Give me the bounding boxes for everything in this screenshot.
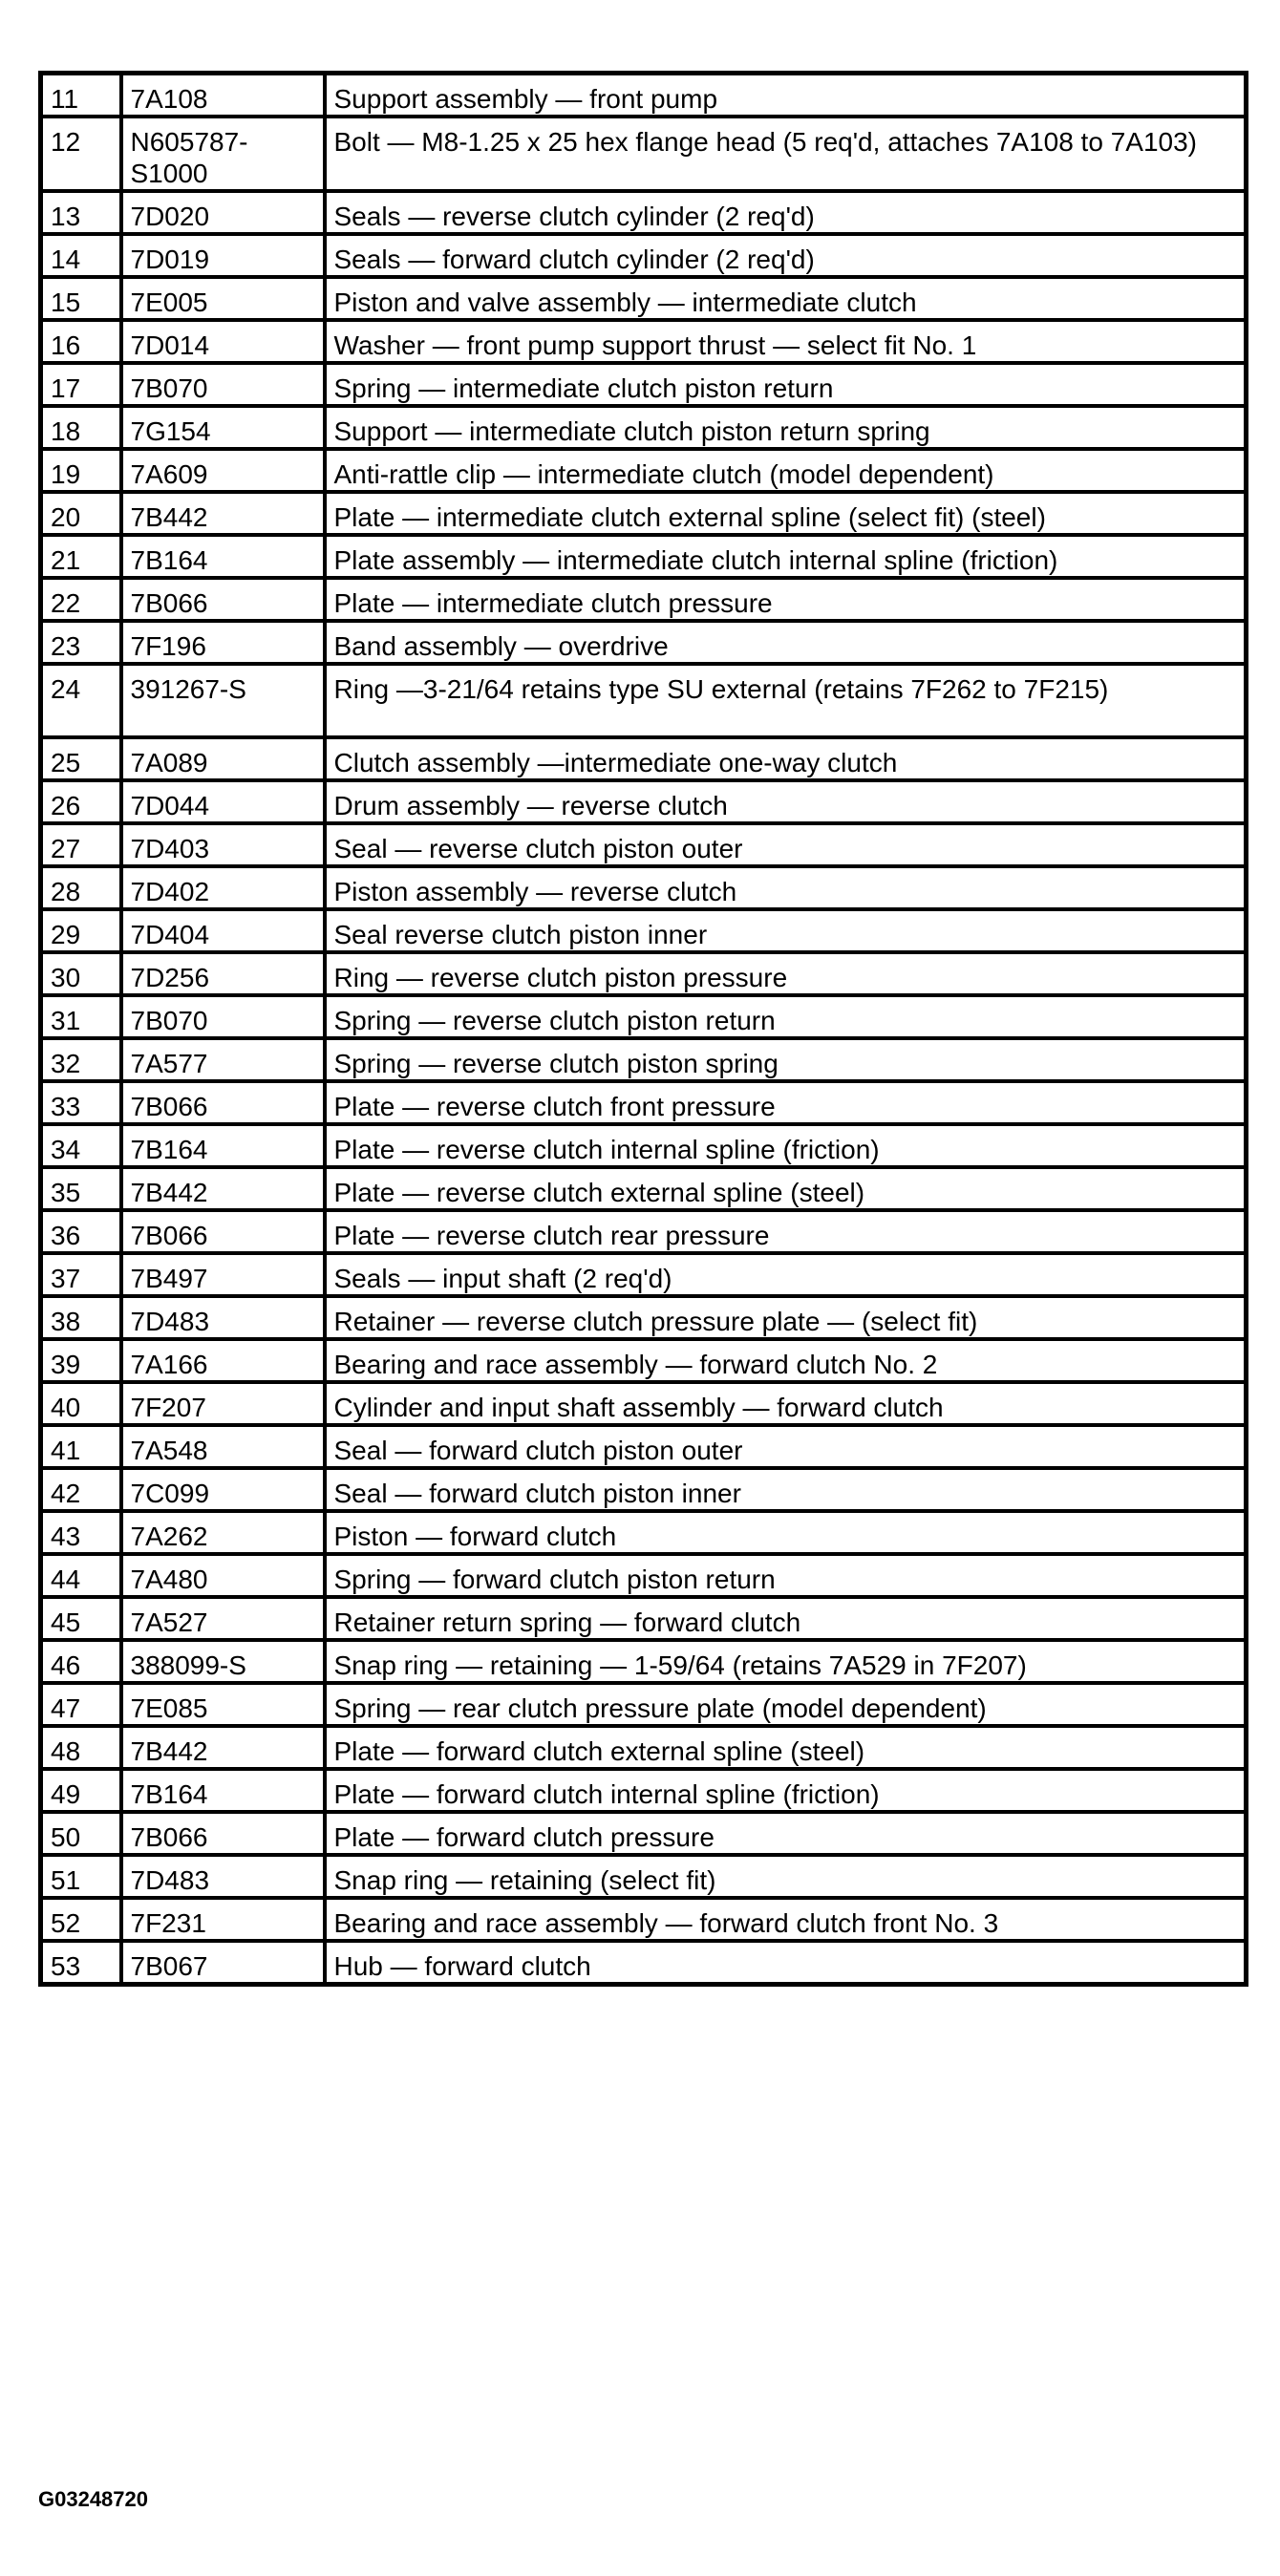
- table-row: [41, 535, 1247, 578]
- parts-table: [38, 71, 1248, 1987]
- item-number: 37: [41, 1253, 121, 1296]
- part-description: Seal reverse clutch piston inner: [325, 909, 1247, 952]
- part-description: Retainer return spring — forward clutch: [325, 1597, 1247, 1640]
- part-number: 7D404: [121, 909, 325, 952]
- part-number: 7B066: [121, 1081, 325, 1124]
- part-description: Piston and valve assembly — intermediate clutch: [325, 277, 1247, 320]
- table-row: [41, 1726, 1247, 1769]
- table-row: [41, 1898, 1247, 1941]
- part-number: 7B066: [121, 578, 325, 621]
- table-row: [41, 1081, 1247, 1124]
- item-number: 40: [41, 1382, 121, 1425]
- item-number: 28: [41, 866, 121, 909]
- item-number: 27: [41, 823, 121, 866]
- part-number: 7D483: [121, 1855, 325, 1898]
- part-description: Snap ring — retaining — 1-59/64 (retains 7A529 in 7F207): [325, 1640, 1247, 1683]
- part-description: Spring — reverse clutch piston spring: [325, 1038, 1247, 1081]
- part-number: 7D019: [121, 234, 325, 277]
- table-row: [41, 1038, 1247, 1081]
- part-number: 7B067: [121, 1941, 325, 1985]
- table-row: [41, 1812, 1247, 1855]
- table-row: [41, 578, 1247, 621]
- table-row: [41, 1468, 1247, 1511]
- item-number: 44: [41, 1554, 121, 1597]
- part-description: Plate — forward clutch pressure: [325, 1812, 1247, 1855]
- table-row: [41, 1941, 1247, 1985]
- figure-id: G03248720: [38, 2487, 148, 2511]
- part-number: 7A548: [121, 1425, 325, 1468]
- item-number: 48: [41, 1726, 121, 1769]
- table-row: [41, 492, 1247, 535]
- item-number: 45: [41, 1597, 121, 1640]
- part-number: 7G154: [121, 406, 325, 449]
- item-number: 17: [41, 363, 121, 406]
- item-number: 35: [41, 1167, 121, 1210]
- item-number: 39: [41, 1339, 121, 1382]
- part-number: 7A480: [121, 1554, 325, 1597]
- item-number: 13: [41, 191, 121, 234]
- part-description: Bearing and race assembly — forward clutch front No. 3: [325, 1898, 1247, 1941]
- part-description: Plate — reverse clutch rear pressure: [325, 1210, 1247, 1253]
- item-number: 49: [41, 1769, 121, 1812]
- part-description: Plate assembly — intermediate clutch internal spline (friction): [325, 535, 1247, 578]
- part-number: 7E005: [121, 277, 325, 320]
- item-number: 21: [41, 535, 121, 578]
- part-description: Support assembly — front pump: [325, 74, 1247, 117]
- part-description: Seal — forward clutch piston inner: [325, 1468, 1247, 1511]
- table-row: [41, 780, 1247, 823]
- part-number: 7D014: [121, 320, 325, 363]
- item-number: 31: [41, 995, 121, 1038]
- part-number: 7A262: [121, 1511, 325, 1554]
- table-row: [41, 909, 1247, 952]
- part-description: Clutch assembly —intermediate one-way clutch: [325, 737, 1247, 780]
- part-description: Spring — forward clutch piston return: [325, 1554, 1247, 1597]
- item-number: 11: [41, 74, 121, 117]
- table-row: [41, 1855, 1247, 1898]
- table-row: [41, 952, 1247, 995]
- table-row: [41, 191, 1247, 234]
- part-number: 7B164: [121, 1124, 325, 1167]
- item-number: 38: [41, 1296, 121, 1339]
- part-description: Piston — forward clutch: [325, 1511, 1247, 1554]
- part-number: 7A577: [121, 1038, 325, 1081]
- part-description: Drum assembly — reverse clutch: [325, 780, 1247, 823]
- part-description: Spring — intermediate clutch piston return: [325, 363, 1247, 406]
- part-number: 7C099: [121, 1468, 325, 1511]
- part-description: Bolt — M8-1.25 x 25 hex flange head (5 req'd, attaches 7A108 to 7A103): [325, 117, 1247, 191]
- part-number: 7D483: [121, 1296, 325, 1339]
- part-description: Snap ring — retaining (select fit): [325, 1855, 1247, 1898]
- part-number: 7F231: [121, 1898, 325, 1941]
- part-description: Plate — reverse clutch external spline (steel): [325, 1167, 1247, 1210]
- part-description: Plate — reverse clutch internal spline (friction): [325, 1124, 1247, 1167]
- item-number: 19: [41, 449, 121, 492]
- part-description: Plate — forward clutch external spline (steel): [325, 1726, 1247, 1769]
- part-number: 7B164: [121, 1769, 325, 1812]
- item-number: 22: [41, 578, 121, 621]
- part-number: 7A166: [121, 1339, 325, 1382]
- table-row: [41, 406, 1247, 449]
- item-number: 34: [41, 1124, 121, 1167]
- item-number: 20: [41, 492, 121, 535]
- part-number: 7D402: [121, 866, 325, 909]
- part-description: Plate — intermediate clutch external spline (select fit) (steel): [325, 492, 1247, 535]
- table-row: [41, 995, 1247, 1038]
- table-row: [41, 1296, 1247, 1339]
- item-number: 23: [41, 621, 121, 664]
- part-number: 7B070: [121, 363, 325, 406]
- part-number: 7B497: [121, 1253, 325, 1296]
- item-number: 47: [41, 1683, 121, 1726]
- part-number: 7A108: [121, 74, 325, 117]
- part-number: 7B066: [121, 1812, 325, 1855]
- table-row: [41, 363, 1247, 406]
- part-description: Seals — forward clutch cylinder (2 req'd): [325, 234, 1247, 277]
- part-description: Cylinder and input shaft assembly — forward clutch: [325, 1382, 1247, 1425]
- table-row: [41, 621, 1247, 664]
- table-row: [41, 234, 1247, 277]
- table-row: [41, 737, 1247, 780]
- part-number: 7A089: [121, 737, 325, 780]
- part-description: Plate — reverse clutch front pressure: [325, 1081, 1247, 1124]
- part-number: 391267-S: [121, 664, 325, 737]
- part-number: 7E085: [121, 1683, 325, 1726]
- part-description: Seal — forward clutch piston outer: [325, 1425, 1247, 1468]
- part-description: Piston assembly — reverse clutch: [325, 866, 1247, 909]
- table-row: [41, 1511, 1247, 1554]
- part-description: Seals — reverse clutch cylinder (2 req'd): [325, 191, 1247, 234]
- part-description: Anti-rattle clip — intermediate clutch (model dependent): [325, 449, 1247, 492]
- item-number: 16: [41, 320, 121, 363]
- table-row: [41, 1210, 1247, 1253]
- item-number: 50: [41, 1812, 121, 1855]
- part-number: 7D256: [121, 952, 325, 995]
- part-number: 7B066: [121, 1210, 325, 1253]
- item-number: 12: [41, 117, 121, 191]
- part-number: 7D403: [121, 823, 325, 866]
- item-number: 42: [41, 1468, 121, 1511]
- table-row: [41, 277, 1247, 320]
- part-description: Spring — rear clutch pressure plate (model dependent): [325, 1683, 1247, 1726]
- parts-list-page: [38, 71, 1244, 1987]
- part-description: Ring — reverse clutch piston pressure: [325, 952, 1247, 995]
- item-number: 25: [41, 737, 121, 780]
- part-number: 7B442: [121, 1726, 325, 1769]
- item-number: 14: [41, 234, 121, 277]
- table-row: [41, 1554, 1247, 1597]
- table-row: [41, 1382, 1247, 1425]
- part-number: 7F196: [121, 621, 325, 664]
- item-number: 32: [41, 1038, 121, 1081]
- part-description: Seals — input shaft (2 req'd): [325, 1253, 1247, 1296]
- item-number: 33: [41, 1081, 121, 1124]
- part-number: 7B442: [121, 492, 325, 535]
- item-number: 36: [41, 1210, 121, 1253]
- item-number: 43: [41, 1511, 121, 1554]
- table-row: [41, 1167, 1247, 1210]
- part-number: N605787-S1000: [121, 117, 325, 191]
- part-description: Bearing and race assembly — forward clutch No. 2: [325, 1339, 1247, 1382]
- table-row: [41, 449, 1247, 492]
- table-row: [41, 320, 1247, 363]
- table-row: [41, 1253, 1247, 1296]
- table-row: [41, 1425, 1247, 1468]
- item-number: 53: [41, 1941, 121, 1985]
- part-number: 7A609: [121, 449, 325, 492]
- part-number: 7A527: [121, 1597, 325, 1640]
- table-row: [41, 823, 1247, 866]
- part-description: Retainer — reverse clutch pressure plate — (select fit): [325, 1296, 1247, 1339]
- table-row: [41, 1640, 1247, 1683]
- part-description: Plate — intermediate clutch pressure: [325, 578, 1247, 621]
- table-row: [41, 117, 1247, 191]
- part-number: 7F207: [121, 1382, 325, 1425]
- table-row: [41, 1597, 1247, 1640]
- part-description: Plate — forward clutch internal spline (friction): [325, 1769, 1247, 1812]
- item-number: 51: [41, 1855, 121, 1898]
- table-row: [41, 1769, 1247, 1812]
- table-row: [41, 1124, 1247, 1167]
- part-number: 7D020: [121, 191, 325, 234]
- item-number: 30: [41, 952, 121, 995]
- item-number: 18: [41, 406, 121, 449]
- part-description: Support — intermediate clutch piston return spring: [325, 406, 1247, 449]
- item-number: 29: [41, 909, 121, 952]
- table-row: [41, 1339, 1247, 1382]
- part-description: Band assembly — overdrive: [325, 621, 1247, 664]
- table-row: [41, 664, 1247, 737]
- part-description: Hub — forward clutch: [325, 1941, 1247, 1985]
- part-description: Seal — reverse clutch piston outer: [325, 823, 1247, 866]
- item-number: 15: [41, 277, 121, 320]
- item-number: 24: [41, 664, 121, 737]
- part-description: Washer — front pump support thrust — select fit No. 1: [325, 320, 1247, 363]
- table-row: [41, 866, 1247, 909]
- part-number: 7B070: [121, 995, 325, 1038]
- item-number: 52: [41, 1898, 121, 1941]
- parts-table-body: [41, 74, 1247, 1985]
- item-number: 41: [41, 1425, 121, 1468]
- table-row: [41, 1683, 1247, 1726]
- part-number: 7B164: [121, 535, 325, 578]
- part-description: Spring — reverse clutch piston return: [325, 995, 1247, 1038]
- table-row: [41, 74, 1247, 117]
- part-number: 7D044: [121, 780, 325, 823]
- item-number: 26: [41, 780, 121, 823]
- part-number: 7B442: [121, 1167, 325, 1210]
- part-description: Ring —3-21/64 retains type SU external (retains 7F262 to 7F215): [325, 664, 1247, 737]
- item-number: 46: [41, 1640, 121, 1683]
- part-number: 388099-S: [121, 1640, 325, 1683]
